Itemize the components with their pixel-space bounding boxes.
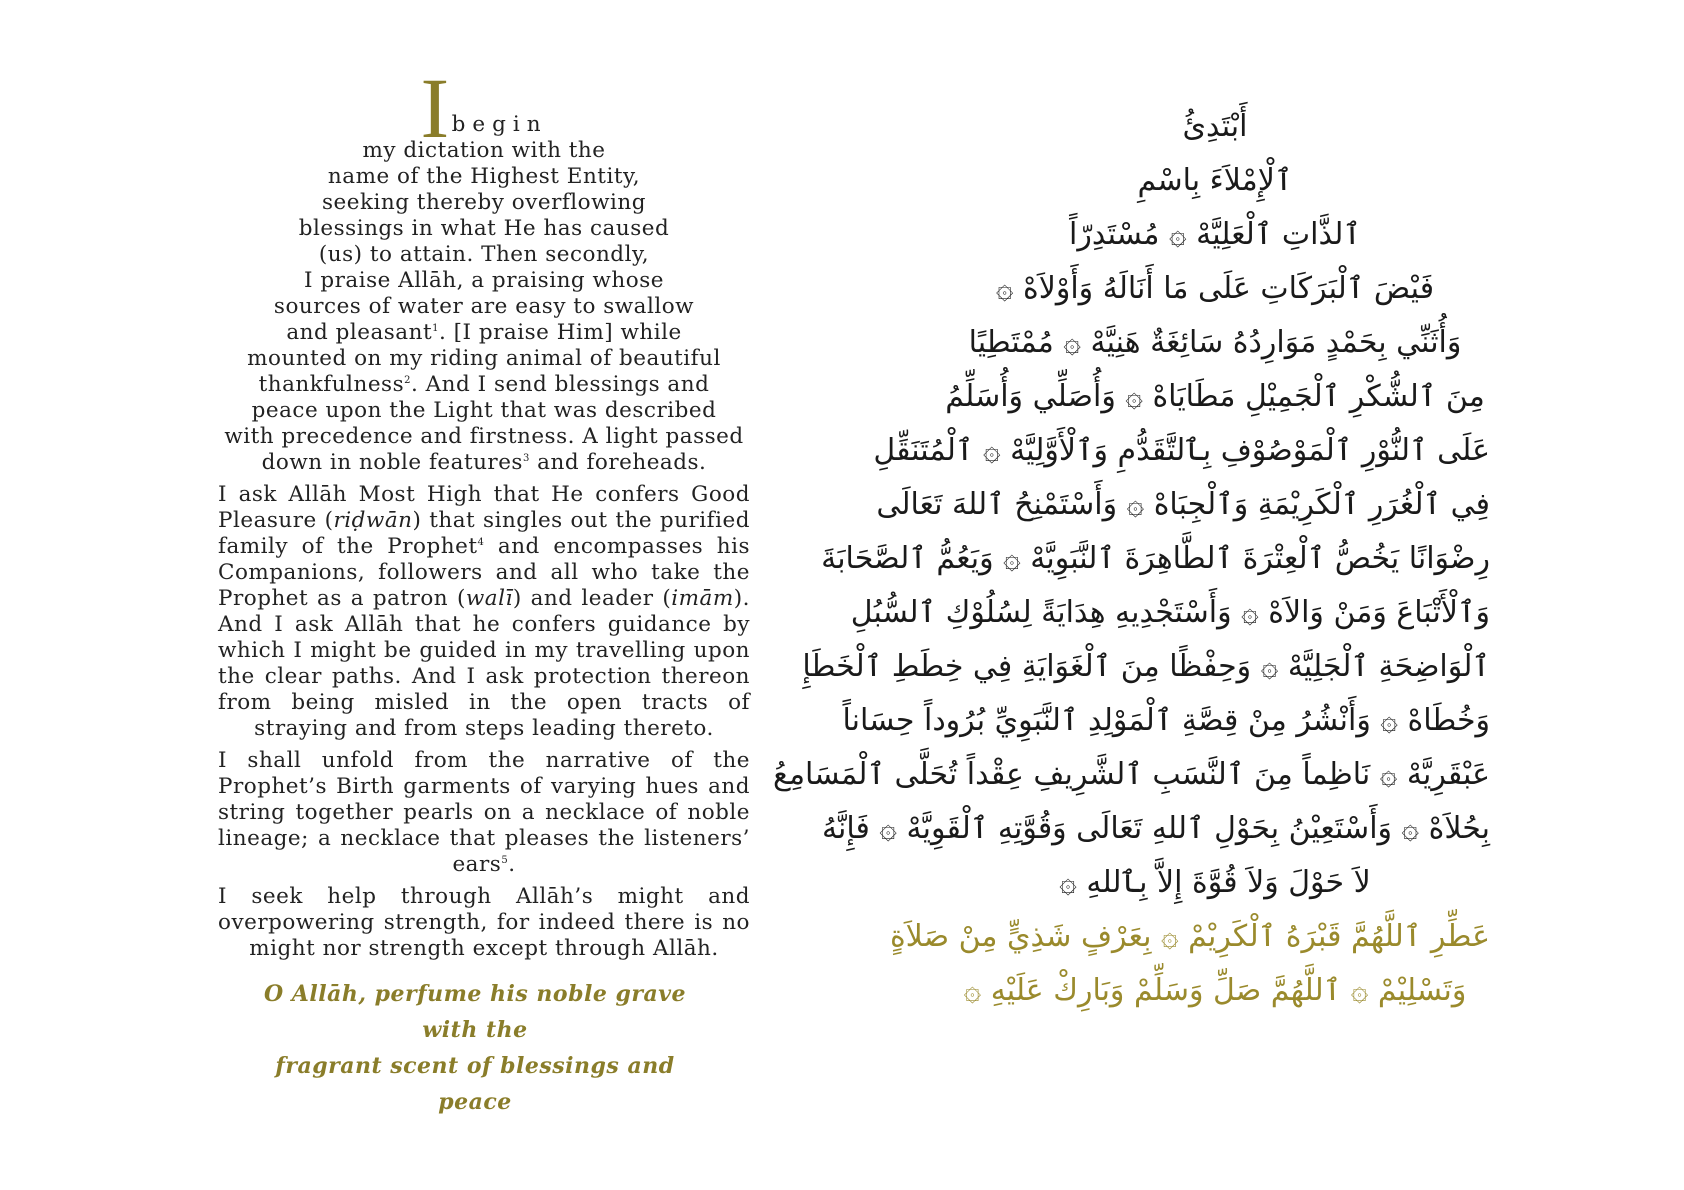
- closing-line: O Allāh, perfume his noble grave with the: [263, 981, 686, 1043]
- arabic-line: بِحُلاَهْ ۞ وَأَسْتَعِيْنُ بِحَوْلِ ٱللهِ تَعَالَى وَقُوَّتِهِ ٱلْقَوِيَّهْ ۞ فَإِنَّهُ: [821, 811, 1490, 846]
- intro-line: my dictation with the: [362, 138, 606, 163]
- arabic-gold-line: عَطِّرِ ٱللَّهُمَّ قَبْرَهُ ٱلْكَرِيْمْ ۞ بِعَرْفٍ شَذِيٍّ مِنْ صَلاَةٍ: [889, 919, 1490, 954]
- arabic-line: ٱلْإِمْلاَءَ بِاسْمِ: [1137, 163, 1293, 198]
- arabic-line: عَبْقَرِيَّهْ ۞ نَاظِماً مِنَ ٱلنَّسَبِ ٱلشَّرِيفِ عِقْداً تُحَلَّى ٱلْمَسَامِعُ: [773, 757, 1490, 792]
- arabic-line: فِي ٱلْغُرَرِ ٱلْكَرِيْمَةِ وَٱلْجِبَاهْ ۞ وَأَسْتَمْنِحُ ٱللهَ تَعَالَى: [876, 487, 1490, 522]
- intro-line: sources of water are easy to swallow: [273, 294, 695, 319]
- arabic-line: أَبْتَدِئُ: [1182, 109, 1248, 144]
- arabic-line: مِنَ ٱلشُّكْرِ ٱلْجَمِيْلِ مَطَايَاهْ ۞ وَأُصَلِّي وَأُسَلِّمُ: [945, 379, 1485, 414]
- drop-cap: I: [420, 60, 450, 156]
- intro-line-with-note: and pleasant$^1$. [I praise Him] while: [286, 320, 682, 345]
- footnote-marker: 2: [404, 374, 411, 386]
- intro-line: blessings in what He has caused: [298, 216, 670, 241]
- paragraph-narrative: I shall unfold from the narrative of the Prophet’s Birth garments of varying hues and string together pearls on a necklace of noble lineage; a necklace that pleases the listeners’ ears$^5$.: [218, 748, 750, 877]
- footnote-marker: 5: [501, 854, 509, 866]
- footnote-marker: 3: [522, 452, 530, 464]
- arabic-line: وَأُثَنِّي بِحَمْدٍ مَوَارِدُهُ سَائِغَةٌ هَنِيَّهْ ۞ مُمْتَطِيًا: [968, 325, 1462, 360]
- intro-line: with precedence and firstness. A light passed: [224, 424, 744, 449]
- arabic-text: [773, 100, 1490, 1018]
- arabic-line: وَخُطَاهْ ۞ وَأَنْشُرُ مِنْ قِصَّةِ ٱلْمَوْلِدِ ٱلنَّبَوِيِّ بُرُوداً حِسَاناً: [842, 703, 1490, 738]
- intro-line: peace upon the Light that was described: [251, 398, 717, 423]
- arabic-line: رِضْوَانًا يَخُصُّ ٱلْعِتْرَةَ ٱلطَّاهِرَةَ ٱلنَّبَوِيَّهْ ۞ وَيَعُمُّ ٱلصَّحَابَةَ: [821, 541, 1490, 576]
- arabic-line: ٱلذَّاتِ ٱلْعَلِيَّهْ ۞ مُسْتَدِرّاً: [1069, 217, 1361, 252]
- arabic-gold-line: وَتَسْلِيْمْ ۞ ٱللَّهُمَّ صَلِّ وَسَلِّمْ وَبَارِكْ عَلَيْهِ ۞: [963, 973, 1467, 1008]
- arabic-line: عَلَى ٱلنُّوْرِ ٱلْمَوْصُوْفِ بِٱلتَّقَدُّمِ وَٱلْأَوَّلِيَّهْ ۞ ٱلْمُتَنَقِّلِ: [873, 433, 1490, 468]
- intro-line: name of the Highest Entity,: [327, 164, 641, 189]
- intro-line: I praise Allāh, a praising whose: [304, 268, 664, 293]
- arabic-line: لاَ حَوْلَ وَلاَ قُوَّةَ إِلاَّ بِٱللهِ ۞: [1059, 865, 1371, 900]
- arabic-line: ٱلْوَاضِحَةِ ٱلْجَلِيَّهْ ۞ وَحِفْظًا مِنَ ٱلْغَوَايَةِ فِي خِطَطِ ٱلْخَطَإِ: [802, 649, 1490, 684]
- english-translation: [218, 60, 750, 1120]
- intro-line: seeking thereby overflowing: [321, 190, 647, 215]
- arabic-line: وَٱلْأَتْبَاعَ وَمَنْ وَالاَهْ ۞ وَأَسْتَجْدِيهِ هِدَايَةً لِسُلُوْكِ ٱلسُّبُلِ: [850, 595, 1490, 630]
- closing-line: fragrant scent of blessings and peace: [275, 1053, 675, 1115]
- intro-line-with-note: down in noble features$^3$ and foreheads.: [261, 450, 707, 475]
- intro-line: (us) to attain. Then secondly,: [318, 242, 650, 267]
- paragraph-seek-help: I seek help through Allāh’s might and overpowering strength, for indeed there is no might nor strength except through Allāh.: [218, 884, 750, 961]
- footnote-marker: 4: [477, 536, 485, 548]
- footnote-marker: 1: [432, 322, 439, 334]
- closing-supplication: [218, 976, 750, 1120]
- paragraph-good-pleasure: I ask Allāh Most High that He confers Good Pleasure (riḍwān) that singles out the purified family of the Prophet$^4$ and encompasses his Companions, followers and all who take the Prophet as a patron (walī) and leader (imām). And I ask Allāh that he confers guidance by which I might be guided in my travelling upon the clear paths. And I ask protection thereon from being misled in the open tracts of straying and from steps leading thereto.: [218, 482, 750, 741]
- arabic-line: فَيْضَ ٱلْبَرَكَاتِ عَلَى مَا أَنَالَهُ وَأَوْلاَهْ ۞: [995, 271, 1435, 306]
- first-word: begin: [451, 112, 548, 137]
- intro-line: mounted on my riding animal of beautiful: [247, 346, 721, 371]
- intro-line-with-note: thankfulness$^2$. And I send blessings and: [258, 372, 710, 397]
